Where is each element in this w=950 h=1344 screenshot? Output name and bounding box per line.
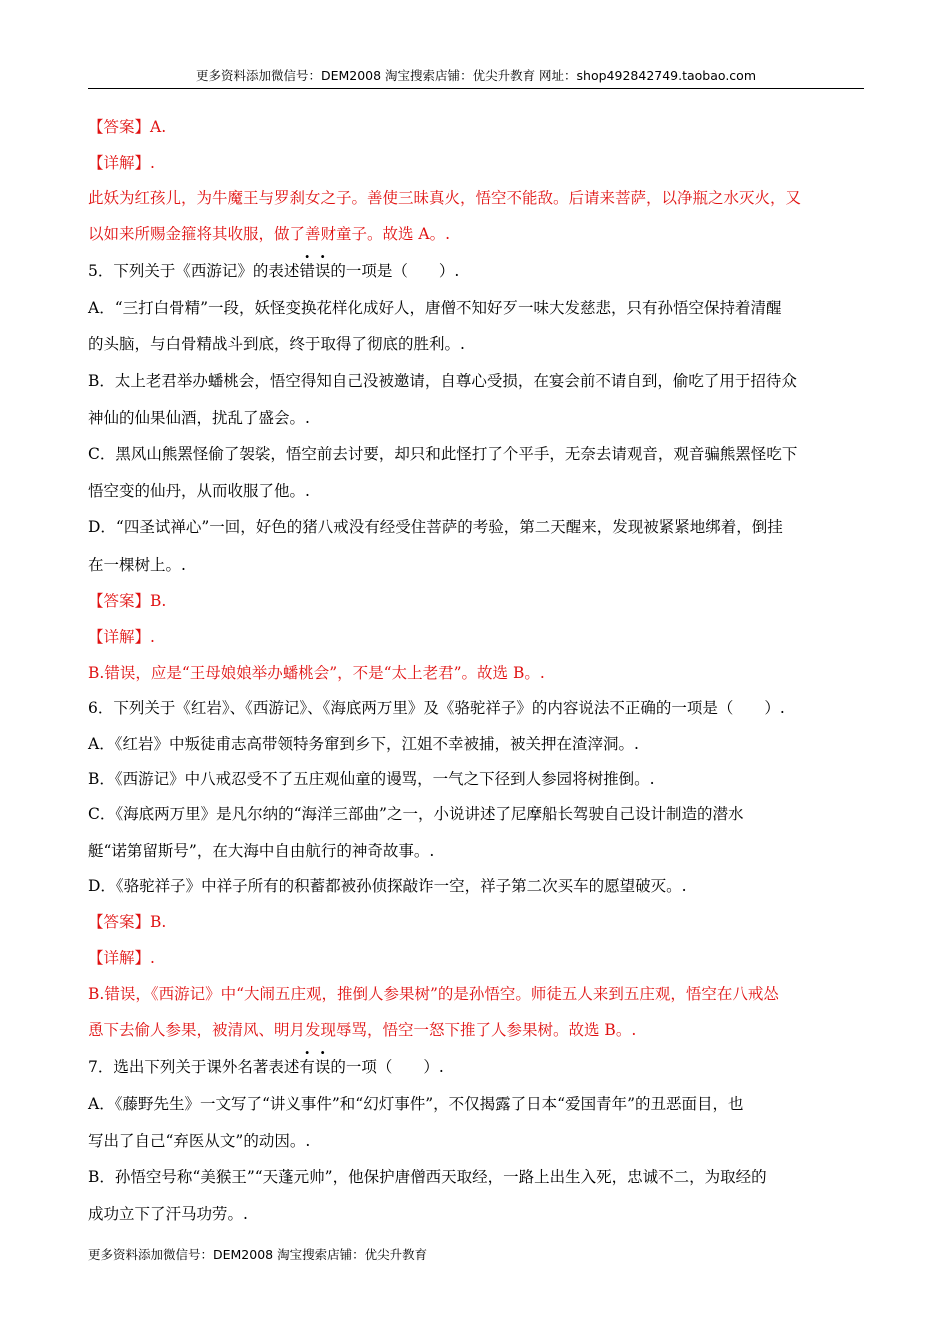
text-line: 的头脑，与白骨精战斗到底，终于取得了彻底的胜利。. — [88, 335, 465, 353]
text-line: 【详解】. — [88, 628, 155, 646]
text-line: 艇“诺第留斯号”，在大海中自由航行的神奇故事。. — [88, 842, 435, 860]
text-line: 恿下去偷人参果，被清风、明月发现辱骂，悟空一怒下推了人参果树。故选 B。. — [88, 1021, 637, 1039]
text-line: C．《海底两万里》是凡尔纳的“海洋三部曲”之一，小说讲述了尼摩船长驾驶自己设计制造的潜水 — [88, 805, 744, 823]
text-line: 成功立下了汗马功劳。. — [88, 1205, 248, 1223]
text-line — [88, 260, 864, 282]
text-line: 此妖为红孩儿，为牛魔王与罗刹女之子。善使三昧真火，悟空不能敌。后请来菩萨，以净瓶之水灭火，又 — [88, 189, 802, 207]
text-line: 6．下列关于《红岩》、《西游记》、《海底两万里》及《骆驼祥子》的内容说法不正确的一项是（ ）. — [88, 699, 785, 717]
header-text: 更多资料添加微信号：DEM2008 淘宝搜索店铺：优尖升教育 网址：shop492842749.taobao.com — [195, 68, 757, 83]
question-text: 5．下列关于《西游记》的表述 — [88, 262, 300, 280]
text-line: B.错误，应是“王母娘娘举办蟠桃会”，不是“太上老君”。故选 B。. — [88, 664, 545, 682]
text-line: D．“四圣试禅心”一回，好色的猪八戒没有经受住菩萨的考验，第二天醒来，发现被紧紧地绑着，倒挂 — [88, 518, 783, 536]
text-line: 神仙的仙果仙酒，扰乱了盛会。. — [88, 409, 310, 427]
text-line: 在一棵树上。. — [88, 556, 186, 574]
emphasis-char: 错 — [299, 262, 315, 280]
text-line: B．《西游记》中八戒忍受不了五庄观仙童的谩骂，一气之下径到人参园将树推倒。. — [88, 770, 655, 788]
text-line: D．《骆驼祥子》中祥子所有的积蓄都被孙侦探敲诈一空，祥子第二次买车的愿望破灭。. — [88, 877, 687, 895]
emphasis-char: 有 — [299, 1058, 315, 1076]
question-text: 7．选出下列关于课外名著表述 — [88, 1058, 300, 1076]
text-line: A．《红岩》中叛徒甫志高带领特务窜到乡下，江姐不幸被捕，被关押在渣滓洞。. — [88, 735, 639, 753]
emphasis-char: 误 — [314, 1058, 331, 1076]
footer-text: 更多资料添加微信号：DEM2008 淘宝搜索店铺：优尖升教育 — [88, 1247, 428, 1262]
text-line — [88, 1056, 864, 1078]
text-line: B．太上老君举办蟠桃会，悟空得知自己没被邀请，自尊心受损，在宴会前不请自到，偷吃了用于招待众 — [88, 372, 797, 390]
text-line: C．黑风山熊罴怪偷了袈裟，悟空前去讨要，却只和此怪打了个平手，无奈去请观音，观音骗熊罴怪吃下 — [88, 445, 798, 463]
text-line: B.错误，《西游记》中“大闹五庄观，推倒人参果树”的是孙悟空。师徒五人来到五庄观，悟空在八戒怂 — [88, 985, 779, 1003]
question-text: 的一项（ ）. — [330, 1058, 444, 1076]
text-line: 写出了自己“弃医从文”的动因。. — [88, 1132, 311, 1150]
emphasis-char: 误 — [314, 262, 331, 280]
text-line: B．孙悟空号称“美猴王”“天蓬元帅”，他保护唐僧西天取经，一路上出生入死，忠诚不二，为取经的 — [88, 1168, 767, 1186]
text-line: A．《藤野先生》一文写了“讲义事件”和“幻灯事件”，不仅揭露了日本“爱国青年”的丑恶面目，也 — [88, 1095, 744, 1113]
text-line: 【答案】B. — [88, 592, 167, 610]
text-line: A．“三打白骨精”一段，妖怪变换花样化成好人，唐僧不知好歹一味大发慈悲，只有孙悟空保持着清醒 — [88, 299, 782, 317]
page-header — [88, 66, 864, 89]
text-line: 【答案】A. — [88, 118, 167, 136]
page-footer — [88, 1246, 427, 1264]
text-line: 【答案】B. — [88, 913, 167, 931]
text-line: 悟空变的仙丹，从而收服了他。. — [88, 482, 310, 500]
text-line: 以如来所赐金箍将其收服，做了善财童子。故选 A。. — [88, 225, 451, 243]
text-line: 【详解】. — [88, 154, 155, 172]
text-line: 【详解】. — [88, 949, 155, 967]
question-text: 的一项是（ ）. — [330, 262, 460, 280]
